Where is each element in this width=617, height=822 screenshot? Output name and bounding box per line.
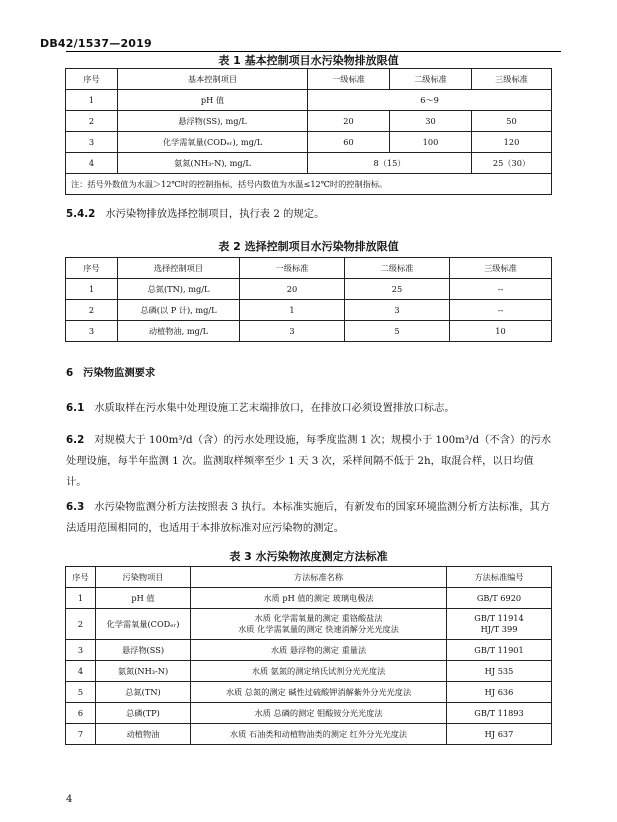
table2-header-cell: 选择控制项目 xyxy=(118,258,240,279)
table1-header-cell: 三级标准 xyxy=(472,69,552,90)
clause-text: 对规模大于 100m³/d（含）的污水处理设施，每季度监测 1 次；规模小于 100m³/d（不含）的污水处理设施，每半年监测 1 次。监测取样频率至少 1 天 3 次，采样间隔不低于 2h，取混合样，以日均值计。 xyxy=(66,434,552,488)
table-cell: 2 xyxy=(66,300,118,321)
table3 xyxy=(65,566,552,745)
table-cell: 6～9 xyxy=(308,90,552,111)
table-cell: 7 xyxy=(66,724,96,745)
clause-text: 水质取样在污水集中处理设施工艺末端排放口，在排放口必须设置排放口标志。 xyxy=(94,402,455,414)
clause-text: 水污染物排放选择控制项目，执行表 2 的规定。 xyxy=(105,208,325,220)
table2-header-row xyxy=(66,258,552,279)
table-cell: 5 xyxy=(345,321,450,342)
table-cell: 4 xyxy=(66,661,96,682)
table-cell: 120 xyxy=(472,132,552,153)
table-cell: HJ 535 xyxy=(447,661,552,682)
table2-header-cell: 一级标准 xyxy=(240,258,345,279)
table1 xyxy=(65,68,552,195)
section-heading xyxy=(66,364,155,379)
table-row xyxy=(66,703,552,724)
table3-header-cell: 污染物项目 xyxy=(96,567,191,588)
table-cell: 20 xyxy=(240,279,345,300)
table-cell: GB/T 11893 xyxy=(447,703,552,724)
table-cell: 5 xyxy=(66,682,96,703)
code-line: GB/T 11914 xyxy=(474,613,524,623)
table-row xyxy=(66,153,552,174)
table-cell: 氨氮(NH₃-N), mg/L xyxy=(118,153,308,174)
table-cell: 总磷(以 P 计), mg/L xyxy=(118,300,240,321)
table1-header-row xyxy=(66,69,552,90)
table-cell: 60 xyxy=(308,132,390,153)
clause-number: 6.2 xyxy=(66,434,85,446)
table1-caption: 表 1 基本控制项目水污染物排放限值 xyxy=(218,54,399,67)
table-cell: GB/T 11901 xyxy=(447,640,552,661)
table-cell: 水质 总氮的测定 碱性过硫酸钾消解紫外分光光度法 xyxy=(191,682,447,703)
table-row xyxy=(66,321,552,342)
table-cell: 1 xyxy=(66,588,96,609)
table3-header-row xyxy=(66,567,552,588)
table-row xyxy=(66,588,552,609)
table2-header-cell: 二级标准 xyxy=(345,258,450,279)
table-cell: 悬浮物(SS) xyxy=(96,640,191,661)
table-cell: 1 xyxy=(66,90,118,111)
table-row xyxy=(66,640,552,661)
method-line: 水质 化学需氧量的测定 重铬酸盐法 xyxy=(254,613,383,623)
table-cell: 20 xyxy=(308,111,390,132)
table-row xyxy=(66,661,552,682)
table-cell: 1 xyxy=(240,300,345,321)
table-cell: 3 xyxy=(66,640,96,661)
table1-note: 注：括号外数值为水温＞12℃时的控制指标，括号内数值为水温≤12℃时的控制指标。 xyxy=(66,174,552,195)
table-cell: 悬浮物(SS), mg/L xyxy=(118,111,308,132)
code-line: HJ/T 399 xyxy=(480,624,518,634)
table-cell: 2 xyxy=(66,111,118,132)
table-cell xyxy=(447,609,552,640)
method-line: 水质 化学需氧量的测定 快速消解分光光度法 xyxy=(238,624,399,634)
table-cell: 化学需氧量(CODₑᵣ) xyxy=(96,609,191,640)
table-cell: 10 xyxy=(450,321,552,342)
table2-caption: 表 2 选择控制项目水污染物排放限值 xyxy=(218,240,399,253)
table2-header-cell: 序号 xyxy=(66,258,118,279)
table1-header-cell: 二级标准 xyxy=(390,69,472,90)
table1-header-cell: 一级标准 xyxy=(308,69,390,90)
table-row xyxy=(66,300,552,321)
table-cell: 4 xyxy=(66,153,118,174)
table-cell: 氨氮(NH₃-N) xyxy=(96,661,191,682)
table1-header-cell: 序号 xyxy=(66,69,118,90)
table3-header-cell: 方法标准编号 xyxy=(447,567,552,588)
table-cell: 总氮(TN) xyxy=(96,682,191,703)
section-number: 6 xyxy=(66,367,74,379)
table-cell: -- xyxy=(450,300,552,321)
table-cell: 30 xyxy=(390,111,472,132)
table-row xyxy=(66,279,552,300)
table-cell: 化学需氧量(CODₑᵣ), mg/L xyxy=(118,132,308,153)
table-cell: 动植物油 xyxy=(96,724,191,745)
page-number: 4 xyxy=(66,794,73,805)
table-cell: 3 xyxy=(345,300,450,321)
table-row xyxy=(66,90,552,111)
table-row xyxy=(66,682,552,703)
table-cell: HJ 637 xyxy=(447,724,552,745)
clause-number: 5.4.2 xyxy=(66,208,96,220)
table-cell: 3 xyxy=(66,132,118,153)
table-cell: 总氮(TN), mg/L xyxy=(118,279,240,300)
table-cell: 水质 悬浮物的测定 重量法 xyxy=(191,640,447,661)
section-title: 污染物监测要求 xyxy=(83,367,156,379)
table-cell: 2 xyxy=(66,609,96,640)
table-cell: 6 xyxy=(66,703,96,724)
table-cell: 水质 pH 值的测定 玻璃电极法 xyxy=(191,588,447,609)
table2-header-cell: 三级标准 xyxy=(450,258,552,279)
table-cell: 总磷(TP) xyxy=(96,703,191,724)
clause-text: 水污染物监测分析方法按照表 3 执行。本标准实施后，有新发布的国家环境监测分析方法标准，其方法适用范围相同的，也适用于本排放标准对应污染物的测定。 xyxy=(66,501,551,534)
table3-caption: 表 3 水污染物浓度测定方法标准 xyxy=(229,550,388,563)
table-cell: pH 值 xyxy=(96,588,191,609)
table-cell: pH 值 xyxy=(118,90,308,111)
document-id: DB42/1537—2019 xyxy=(40,37,152,50)
table-cell: 3 xyxy=(240,321,345,342)
table-cell xyxy=(191,609,447,640)
table-cell: 1 xyxy=(66,279,118,300)
clause-number: 6.3 xyxy=(66,501,85,513)
table-row xyxy=(66,111,552,132)
table-cell: 水质 总磷的测定 钼酸铵分光光度法 xyxy=(191,703,447,724)
paragraph-6-3 xyxy=(66,497,554,539)
table-cell: 水质 石油类和动植物油类的测定 红外分光光度法 xyxy=(191,724,447,745)
table-cell: HJ 636 xyxy=(447,682,552,703)
paragraph-5-4-2 xyxy=(66,204,554,225)
table-cell: 动植物油, mg/L xyxy=(118,321,240,342)
clause-number: 6.1 xyxy=(66,402,85,414)
table-cell: 50 xyxy=(472,111,552,132)
table-cell: 3 xyxy=(66,321,118,342)
paragraph-6-2 xyxy=(66,430,554,493)
table-row xyxy=(66,132,552,153)
table3-header-cell: 序号 xyxy=(66,567,96,588)
table-cell: 8（15） xyxy=(308,153,472,174)
table-cell: 25 xyxy=(345,279,450,300)
table-cell: 水质 氨氮的测定纳氏试剂分光光度法 xyxy=(191,661,447,682)
table-row xyxy=(66,724,552,745)
table1-header-cell: 基本控制项目 xyxy=(118,69,308,90)
table2 xyxy=(65,257,552,342)
table3-header-cell: 方法标准名称 xyxy=(191,567,447,588)
table-note-row xyxy=(66,174,552,195)
table-cell: -- xyxy=(450,279,552,300)
table-cell: 100 xyxy=(390,132,472,153)
table-row xyxy=(66,609,552,640)
table-cell: 25（30） xyxy=(472,153,552,174)
paragraph-6-1 xyxy=(66,398,554,419)
table-cell: GB/T 6920 xyxy=(447,588,552,609)
